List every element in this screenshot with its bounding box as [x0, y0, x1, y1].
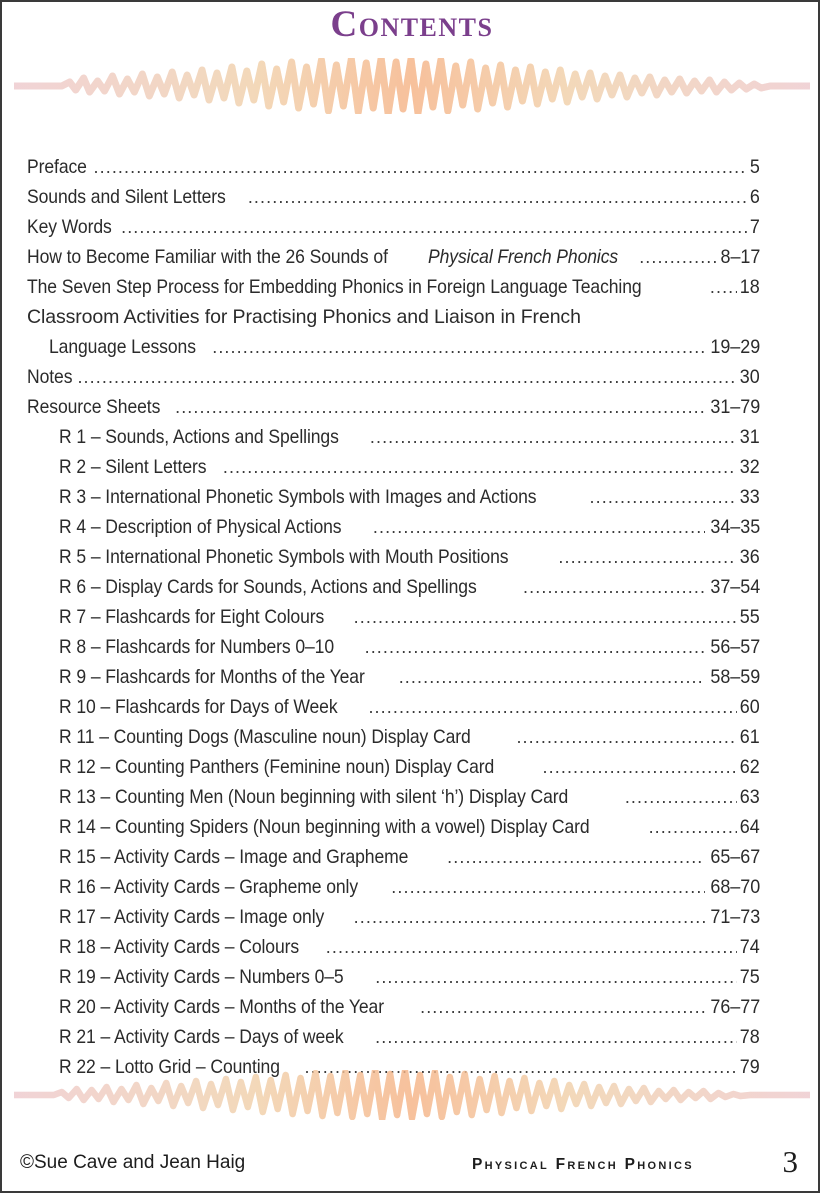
toc-entry-label: R 2 – Silent Letters [59, 456, 207, 478]
toc-entry[interactable] [27, 452, 760, 482]
toc-entry[interactable] [27, 932, 760, 962]
leader-dots [368, 692, 737, 722]
toc-entry[interactable] [27, 692, 760, 722]
leader-dots [370, 422, 737, 452]
toc-entry-label: Resource Sheets [27, 396, 161, 418]
toc-entry-label: R 20 – Activity Cards – Months of the Year [59, 996, 384, 1018]
toc-entry-label: R 14 – Counting Spiders (Noun beginning with a vowel) Display Card [59, 816, 590, 838]
toc-entry[interactable] [27, 752, 760, 782]
toc-entry[interactable] [27, 362, 760, 392]
leader-dots [649, 812, 738, 842]
toc-entry-page: 30 [740, 366, 760, 388]
leader-dots [516, 722, 737, 752]
leader-dots [558, 542, 737, 572]
toc-entry[interactable] [27, 182, 760, 212]
leader-dots [365, 632, 705, 662]
toc-entry-page: 63 [740, 786, 760, 808]
toc-entry-page: 31 [740, 426, 760, 448]
toc-entry-page: 56–57 [710, 636, 760, 658]
toc-entry-page: 61 [740, 726, 760, 748]
leader-dots [175, 392, 705, 422]
leader-dots [543, 752, 738, 782]
toc-entry-label: R 13 – Counting Men (Noun beginning with silent ‘h’) Display Card [59, 786, 569, 808]
toc-entry-page: 55 [740, 606, 760, 628]
toc-entry[interactable] [27, 632, 760, 662]
page-title: Contents [330, 4, 494, 45]
leader-dots [639, 242, 715, 272]
toc-entry-label: R 4 – Description of Physical Actions [59, 516, 342, 538]
toc-entry-page: 58–59 [710, 666, 760, 688]
leader-dots [121, 212, 748, 242]
toc-entry-page: 7 [750, 216, 760, 238]
toc-entry[interactable] [27, 512, 760, 542]
toc-entry[interactable] [27, 602, 760, 632]
leader-dots [373, 512, 705, 542]
toc-entry-label: R 22 – Lotto Grid – Counting [59, 1056, 280, 1078]
toc-entry-label: R 6 – Display Cards for Sounds, Actions and Spellings [59, 576, 477, 598]
toc-entry-label: R 10 – Flashcards for Days of Week [59, 696, 338, 718]
toc-entry-label: R 7 – Flashcards for Eight Colours [59, 606, 325, 628]
toc-entry[interactable] [27, 392, 760, 422]
waveform-ornament-top [14, 58, 810, 114]
toc-entry[interactable] [27, 872, 760, 902]
toc-entry-page: 62 [740, 756, 760, 778]
leader-dots [625, 782, 737, 812]
page-number: 3 [782, 1144, 798, 1179]
toc-entry[interactable] [27, 242, 760, 272]
toc-entry[interactable] [27, 992, 760, 1022]
leader-dots [391, 872, 704, 902]
waveform-ornament-bottom [14, 1070, 810, 1120]
toc-entry[interactable] [27, 542, 760, 572]
toc-entry[interactable] [27, 482, 760, 512]
toc-entry-page: 37–54 [710, 576, 760, 598]
toc-entry-label: R 9 – Flashcards for Months of the Year [59, 666, 365, 688]
toc-entry-page: 60 [740, 696, 760, 718]
leader-dots [248, 182, 748, 212]
toc-entry-page: 74 [740, 936, 760, 958]
toc-entry[interactable] [27, 962, 760, 992]
toc-entry-label: R 8 – Flashcards for Numbers 0–10 [59, 636, 335, 658]
toc-entry-label: R 11 – Counting Dogs (Masculine noun) Display Card [59, 726, 471, 748]
toc-entry[interactable] [27, 152, 760, 182]
copyright-notice: ©Sue Cave and Jean Haig [20, 1152, 246, 1173]
toc-entry-page: 36 [740, 546, 760, 568]
leader-dots [354, 902, 705, 932]
toc-entry[interactable] [27, 272, 760, 302]
leader-dots [212, 332, 705, 362]
toc-entry[interactable] [27, 1022, 760, 1052]
toc-entry[interactable] [27, 212, 760, 242]
toc-entry-label: R 12 – Counting Panthers (Feminine noun) Display Card [59, 756, 495, 778]
toc-entry[interactable] [27, 812, 760, 842]
leader-dots [590, 482, 738, 512]
toc-entry-page: 19–29 [710, 336, 760, 358]
leader-dots [326, 932, 738, 962]
toc-entry[interactable] [27, 782, 760, 812]
toc-entry-page: 34–35 [710, 516, 760, 538]
toc-entry-label: Preface [27, 156, 87, 178]
toc-entry[interactable] [27, 662, 760, 692]
toc-entry-label: Language Lessons [49, 336, 196, 358]
leader-dots [77, 362, 737, 392]
toc-entry-page: 78 [740, 1026, 760, 1048]
toc-entry-page: 68–70 [710, 876, 760, 898]
toc-entry-page: 8–17 [720, 246, 760, 268]
toc-entry[interactable] [27, 332, 760, 362]
toc-entry[interactable] [27, 572, 760, 602]
toc-entry-label: The Seven Step Process for Embedding Phonics in Foreign Language Teaching [27, 276, 642, 298]
toc-entry-label: R 19 – Activity Cards – Numbers 0–5 [59, 966, 344, 988]
leader-dots [420, 992, 705, 1022]
toc-entry-page: 79 [740, 1056, 760, 1078]
leader-dots [223, 452, 737, 482]
leader-dots [375, 962, 737, 992]
toc-entry-page: 71–73 [710, 906, 760, 928]
leader-dots [375, 1022, 737, 1052]
toc-entry-page: 31–79 [710, 396, 760, 418]
toc-entry-page: 5 [750, 156, 760, 178]
toc-entry-label: R 5 – International Phonetic Symbols with Mouth Positions [59, 546, 509, 568]
toc-entry-label: Sounds and Silent Letters [27, 186, 226, 208]
toc-entry-label: Classroom Activities for Practising Phonics and Liaison in French [27, 306, 581, 328]
toc-entry-page: 64 [740, 816, 760, 838]
toc-entry[interactable] [27, 722, 760, 752]
toc-entry-label: R 16 – Activity Cards – Grapheme only [59, 876, 359, 898]
toc-entry-page: 18 [740, 276, 760, 298]
page-title-container [2, 6, 820, 45]
toc-entry-label: How to Become Familiar with the 26 Sounds of [27, 246, 388, 268]
toc-entry[interactable] [27, 842, 760, 872]
toc-entry-page: 32 [740, 456, 760, 478]
toc-entry-label: Notes [27, 366, 73, 388]
toc-entry-label: R 1 – Sounds, Actions and Spellings [59, 426, 339, 448]
leader-dots [354, 602, 738, 632]
leader-dots [399, 662, 705, 692]
toc-entry-label: R 21 – Activity Cards – Days of week [59, 1026, 344, 1048]
toc-entry-page: 33 [740, 486, 760, 508]
leader-dots [523, 572, 705, 602]
leader-dots [710, 272, 737, 302]
toc-entry-page: 6 [750, 186, 760, 208]
book-title-footer: Physical French Phonics [472, 1156, 694, 1173]
toc-entry[interactable] [27, 902, 760, 932]
toc-entry-label: R 17 – Activity Cards – Image only [59, 906, 325, 928]
toc-entry[interactable] [27, 302, 760, 332]
table-of-contents [27, 152, 760, 1082]
toc-entry-page: 65–67 [710, 846, 760, 868]
toc-entry-label: R 18 – Activity Cards – Colours [59, 936, 300, 958]
toc-entry-label: Key Words [27, 216, 112, 238]
toc-entry-label-italic: Physical French Phonics [427, 246, 619, 268]
toc-entry-page: 76–77 [710, 996, 760, 1018]
toc-entry-label: R 15 – Activity Cards – Image and Grapheme [59, 846, 409, 868]
toc-entry-page: 75 [740, 966, 760, 988]
toc-entry[interactable] [27, 422, 760, 452]
leader-dots [94, 152, 749, 182]
leader-dots [447, 842, 705, 872]
toc-entry-label: R 3 – International Phonetic Symbols with Images and Actions [59, 486, 537, 508]
